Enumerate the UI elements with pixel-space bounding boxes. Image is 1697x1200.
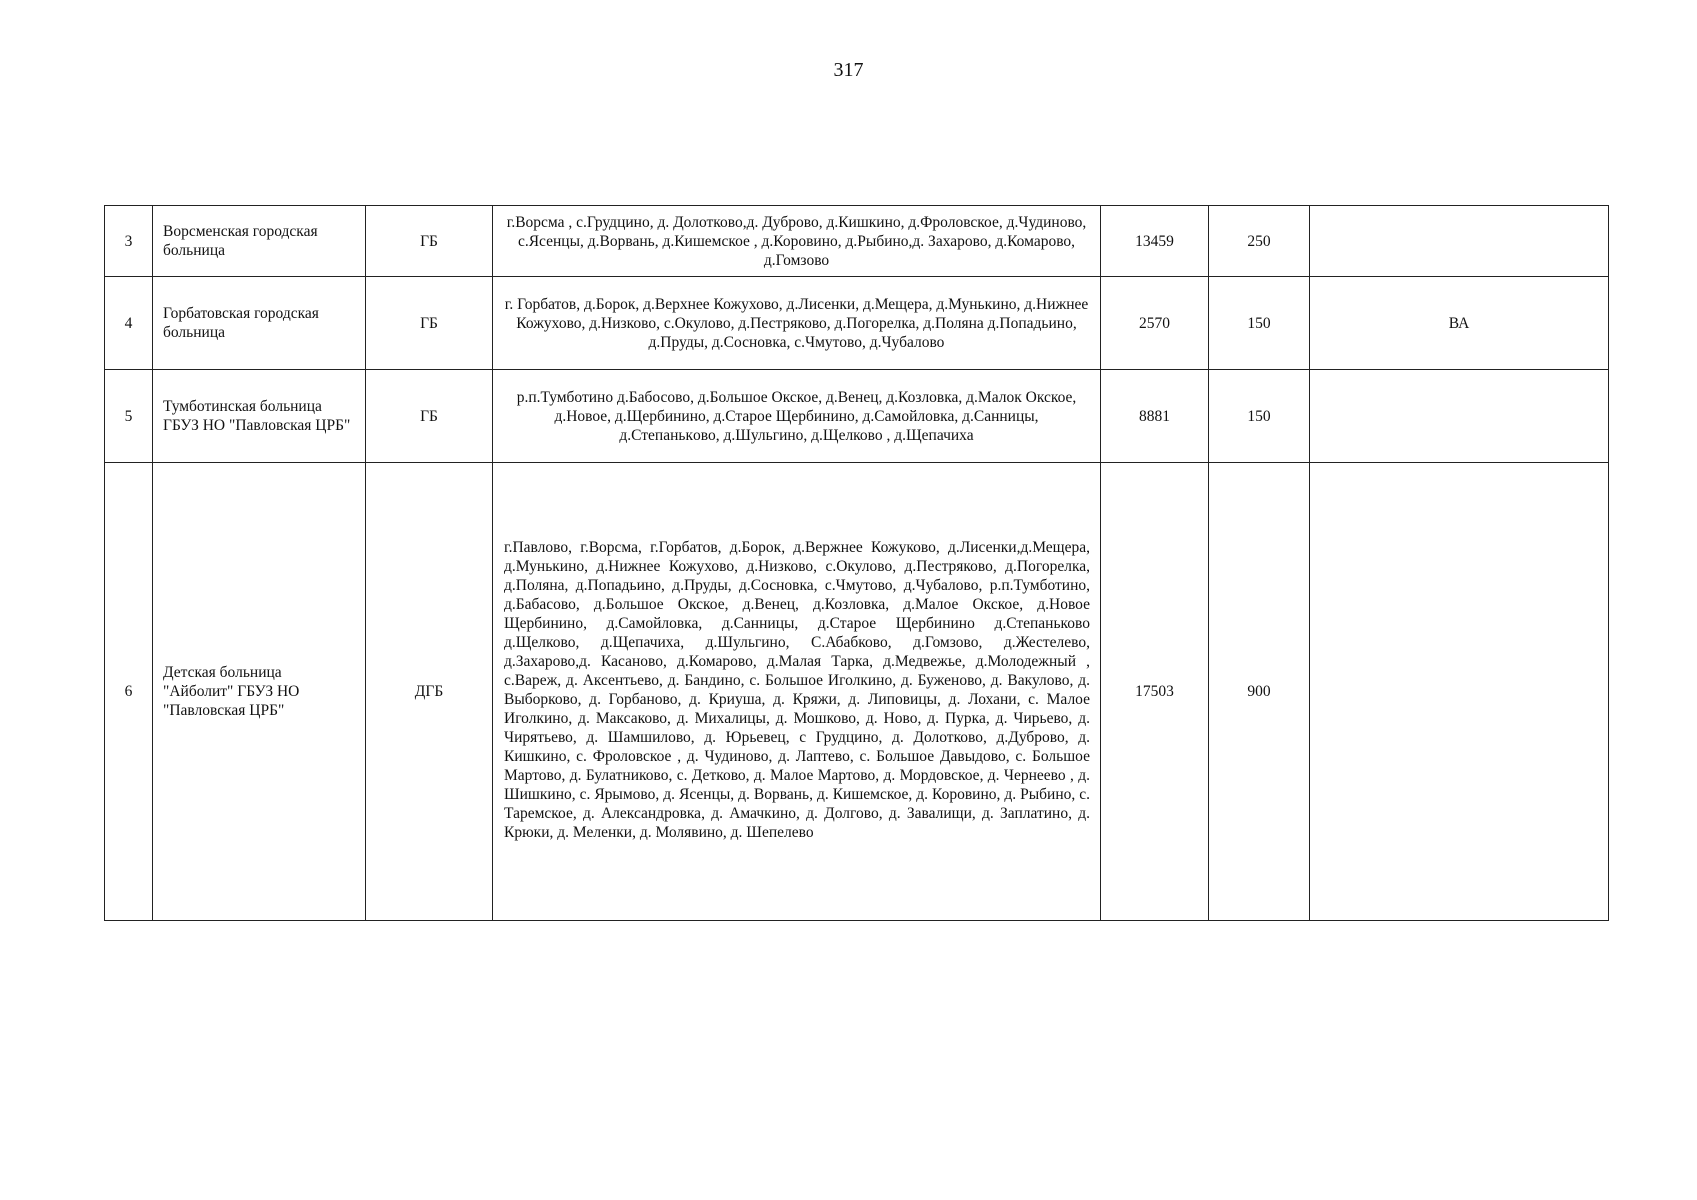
table-row [105, 206, 1609, 277]
beds-count: 150 [1209, 277, 1310, 370]
extra-note [1310, 206, 1609, 277]
hospital-name: Тумботинская больница ГБУЗ НО "Павловская ЦРБ" [153, 370, 366, 463]
page-number: 317 [833, 59, 864, 81]
row-number: 3 [105, 206, 153, 277]
hospital-type: ГБ [366, 206, 493, 277]
settlements-list-cell [493, 463, 1101, 921]
population-count: 8881 [1101, 370, 1209, 463]
hospital-type: ГБ [366, 370, 493, 463]
row-number: 5 [105, 370, 153, 463]
hospital-name: Детская больница "Айболит" ГБУЗ НО "Павловская ЦРБ" [153, 463, 366, 921]
row-number: 4 [105, 277, 153, 370]
hospital-type: ГБ [366, 277, 493, 370]
extra-note [1310, 370, 1609, 463]
table-row [105, 370, 1609, 463]
hospital-name: Горбатовская городская больница [153, 277, 366, 370]
extra-note [1310, 463, 1609, 921]
settlements-list: р.п.Тумботино д.Бабосово, д.Большое Окское, д.Венец, д.Козловка, д.Малок Окское, д.Новое, д.Щербинино, д.Старое Щербинино, д.Самойловка, д.Санницы, д.Степанькoво, д.Шульгино, д.Щелково , д.Щепачиха [493, 370, 1101, 463]
settlements-list: г.Павлово, г.Ворсма, г.Горбатов, д.Борок, д.Вержнее Кожуково, д.Лисенки,д.Мещера, д.Мунькино, д.Нижнее Кожухово, д.Низково, с.Окулово, д.Пестряково, д.Погорелка, д.Поляна, д.Попадьино, д.Пруды, д.Сосновка, с.Чмутово, д.Чубалово, р.п.Тумботино, д.Бабасово, д.Большое Окское, д.Венец, д.Козловка, д.Малое Окское, д.Новое Щербинино, д.Самойловка, д.Санницы, д.Старое Щербинино д.Степаньково д.Щелково, д.Щепачиха, д.Шульгино, С.Абабково, д.Гомзово, д.Жестелево, д.Захарово,д. Касаново, д.Комарово, д.Малая Тарка, д.Медвежье, д.Молодежный , с.Вареж, д. Аксентьево, д. Бандино, с. Большое Иголкино, д. Буженово, д. Вакулово, д. Выборково, д. Горбаново, д. Криуша, д. Кряжи, д. Липовицы, д. Лохани, с. Малое Иголкино, д. Максаково, д. Михалицы, д. Мошково, д. Ново, д. Пурка, д. Чирьево, д. Чирятьево, д. Шамшилово, д. Юрьевец, с Грудцино, д. Долотково, д.Дуброво, д. Кишкино, с. Фроловское , д. Чудиново, д. Лаптево, с. Большое Давыдово, с. Большое Мартово, д. Булатниково, с. Детково, д. Малое Мартово, д. Мордовское, д. Чернеево , д. Шишкино, с. Ярымово, д. Ясенцы, д. Ворвань, д. Кишемское, д. Коровино, д. Рыбино, с. Таремское, д. Александровка, д. Амачкино, д. Долгово, д. Завалищи, д. Заплатино, д. Крюки, д. Меленки, д. Молявино, д. Шепелево [504, 538, 1090, 841]
settlements-list: г. Горбатов, д.Борок, д.Верхнее Кожухово, д.Лисенки, д.Мещера, д.Мунькино, д.Нижнее Кожухово, д.Низково, с.Окулово, д.Пестряково, д.Погорелка, д.Поляна д.Попадьино, д.Пруды, д.Сосновка, с.Чмутово, д.Чубалово [493, 277, 1101, 370]
extra-note: ВА [1310, 277, 1609, 370]
table-row [105, 277, 1609, 370]
hospital-name: Ворсменская городская больница [153, 206, 366, 277]
population-count: 17503 [1101, 463, 1209, 921]
hospital-table [104, 205, 1609, 921]
row-number: 6 [105, 463, 153, 921]
hospital-type: ДГБ [366, 463, 493, 921]
beds-count: 900 [1209, 463, 1310, 921]
beds-count: 250 [1209, 206, 1310, 277]
table-row [105, 463, 1609, 921]
settlements-list: г.Ворсма , с.Грудцино, д. Долотково,д. Дуброво, д.Кишкино, д.Фроловское, д.Чудиново, с.Ясенцы, д.Ворвань, д.Кишемское , д.Коровино, д.Рыбино,д. Захарово, д.Комарово, д.Гомзово [493, 206, 1101, 277]
beds-count: 150 [1209, 370, 1310, 463]
population-count: 2570 [1101, 277, 1209, 370]
population-count: 13459 [1101, 206, 1209, 277]
